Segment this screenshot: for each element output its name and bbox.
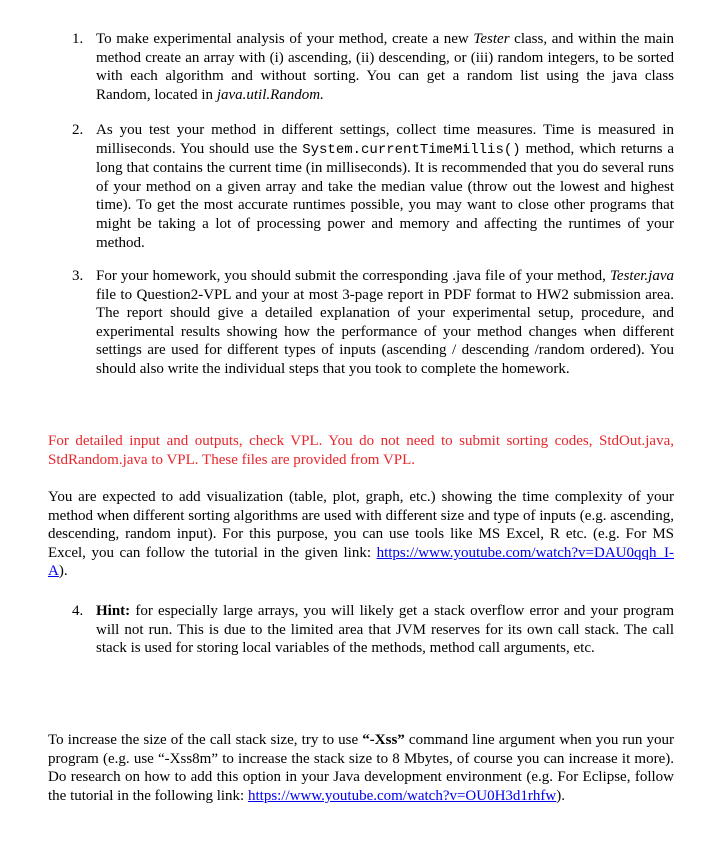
item-4-text: Hint: for especially large arrays, you will likely get a stack overflow error and your program will not run. This is due to the limited area that JVM reserves for its own call stack. The call stack is used for storing local variables of the methods, method call arguments, etc.	[96, 603, 674, 657]
item-2-text: As you test your method in different settings, collect time measures. Time is measured in milliseconds. You should use the System.currentTimeMillis() method, which returns a long that contains the current time (in milliseconds). It is recommended that you do several runs of your method on a given array and take the median value (throw out the lowest and highest time). To get the most accurate runtimes possible, you may want to close other programs that might be taking a lot of processing power and memory and affecting the runtimes of your method.	[96, 122, 674, 251]
code-snippet: System.currentTimeMillis()	[302, 141, 521, 158]
item-1-number: 1.	[72, 31, 84, 47]
item-4-number: 4.	[72, 603, 84, 619]
item-3-text: For your homework, you should submit the corresponding .java file of your method, Tester.java file to Question2-VPL and your at most 3-page report in PDF format to HW2 submission area. The report should give a detailed explanation of your experimental setup, procedure, and experimental results showing how the performance of your method changes when different settings are used for different types of inputs (ascending / descending /random ordered). You should also write the individual steps that you took to complete the homework.	[96, 268, 674, 377]
item-2-number: 2.	[72, 122, 84, 138]
youtube-link-eclipse[interactable]: https://www.youtube.com/watch?v=OU0H3d1rhfw	[247, 787, 557, 804]
vpl-notice: For detailed input and outputs, check VPL. You do not need to submit sorting codes, StdOut.java, StdRandom.java to VPL. These files are provided from VPL.	[48, 433, 674, 468]
callstack-paragraph: To increase the size of the call stack size, try to use “-Xss” command line argument when you run your program (e.g. use “-Xss8m” to increase the stack size to 8 Mbytes, of course you can increase it more). Do research on how to add this option in your Java development environment (e.g. For Eclipse, follow the tutorial in the following link: https://www.youtube.com/watch?v=OU0H3d1rhfw).	[48, 732, 675, 804]
package-name: java.util.Random.	[216, 86, 324, 103]
xss-option: “-Xss”	[362, 732, 405, 748]
hint-label: Hint:	[96, 603, 131, 619]
file-name-tester-java: Tester.java	[609, 268, 674, 284]
class-name-tester: Tester	[473, 31, 510, 47]
youtube-link-excel[interactable]: https://www.youtube.com/watch?v=DAU0qqh_I-A	[48, 544, 674, 580]
item-3-number: 3.	[72, 268, 84, 284]
item-1-text: To make experimental analysis of your method, create a new Tester class, and within the main method create an array with (i) ascending, (ii) descending, or (iii) random integers, to be sorted with each algorithm and without sorting. You can get a random list using the java class Random, located in java.util.Random.	[96, 31, 674, 103]
visualization-paragraph: You are expected to add visualization (table, plot, graph, etc.) showing the time complexity of your method when different sorting algorithms are used with different size and type of inputs (e.g. ascending, descending, random input). For this purpose, you can use tools like MS Excel, R etc. (e.g. For MS Excel, you can follow the tutorial in the given link: https://www.youtube.com/watch?v=DAU0qqh_I-A).	[48, 489, 674, 580]
